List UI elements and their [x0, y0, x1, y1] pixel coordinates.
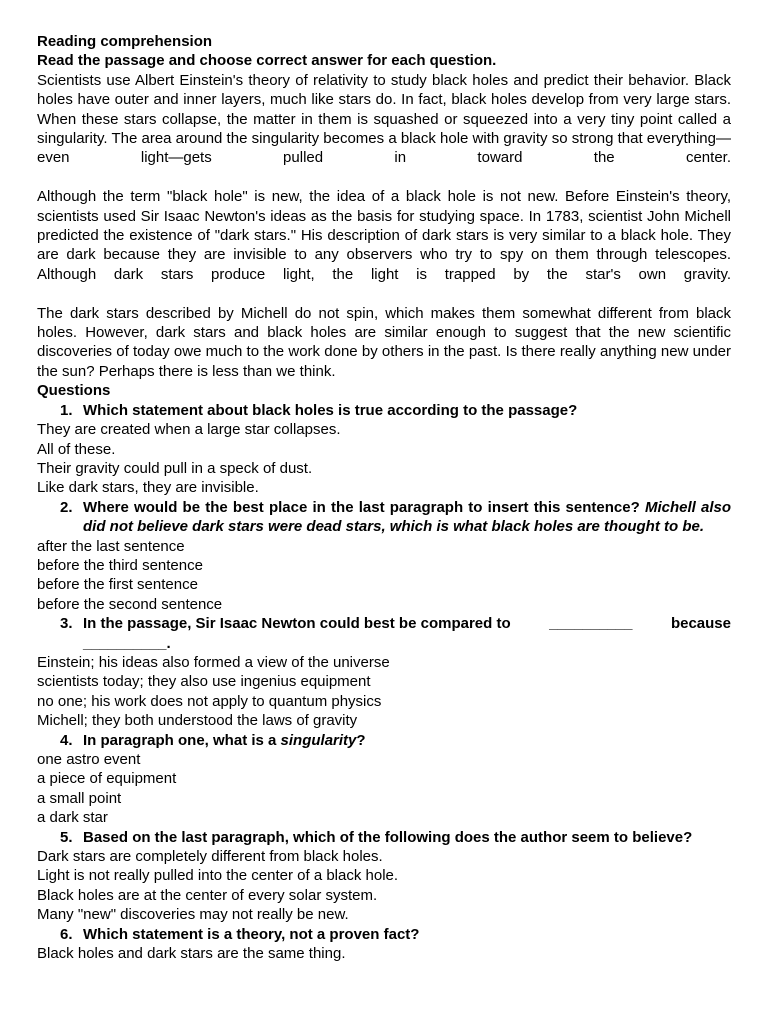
question-6 — [37, 925, 731, 944]
question-italic-term: singularity — [280, 731, 357, 749]
document-heading: Reading comprehension — [37, 33, 213, 50]
answer-option[interactable]: Many "new" discoveries may not really be new. — [37, 906, 349, 924]
question-end: ? — [356, 731, 366, 749]
question-text: In the passage, Sir Isaac Newton could best be compared to — [83, 615, 511, 633]
question-number: 4. — [60, 731, 73, 749]
passage-paragraph-2: Although the term "black hole" is new, the idea of a black hole is not new. Before Einstein's theory, scientists used Sir Isaac Newton's ideas as the basis for studying space. In 1783, scientist John Michell predicted the existence of "dark stars." His description of dark stars is very similar to a black hole. They are dark because they are invisible to any observers who try to spy on them through telescopes. Although dark stars produce light, the light is trapped by the star's own gravity. — [37, 188, 731, 283]
answer-option[interactable]: after the last sentence — [37, 537, 185, 555]
answer-option[interactable]: Like dark stars, they are invisible. — [37, 479, 259, 497]
question-end: . — [166, 634, 171, 652]
answer-blank: __________ — [83, 634, 167, 652]
question-text-wrap — [83, 614, 731, 653]
passage-paragraph-1: Scientists use Albert Einstein's theory of relativity to study black holes and predict their behavior. Black holes have outer and inner layers, much like stars do. In fact, black holes develop from very large stars. When these stars collapse, the matter in them is squashed or squeezed into a very tiny point called a singularity. The area around the singularity becomes a black hole with gravity so strong that everything—even light—gets pulled in toward the center. — [37, 71, 731, 167]
answer-option[interactable]: a small point — [37, 789, 122, 807]
answer-option[interactable]: Black holes and dark stars are the same thing. — [37, 945, 346, 963]
paragraph-gap — [37, 284, 731, 303]
instructions: Read the passage and choose correct answer for each question. — [37, 52, 497, 70]
answer-option[interactable]: Dark stars are completely different from black holes. — [37, 848, 383, 866]
passage-paragraph-3: The dark stars described by Michell do not spin, which makes them somewhat different from black holes. However, dark stars and black holes are similar enough to suggest that the new scientific discoveries of today owe much to the work done by others in the past. Is there really anything new under the sun? Perhaps there is less than we think. — [37, 304, 731, 380]
answer-option[interactable]: no one; his work does not apply to quantum physics — [37, 692, 382, 710]
question-line-1 — [83, 614, 731, 633]
question-text: Which statement is a theory, not a proven fact? — [83, 925, 420, 943]
answer-option[interactable]: a piece of equipment — [37, 770, 177, 788]
answer-option[interactable]: Michell; they both understood the laws of gravity — [37, 712, 358, 730]
answer-option[interactable]: before the third sentence — [37, 556, 203, 574]
answer-option[interactable]: Light is not really pulled into the center of a black hole. — [37, 867, 399, 885]
questions-heading: Questions — [37, 382, 111, 400]
question-text-wrap — [83, 731, 731, 750]
answer-option[interactable]: All of these. — [37, 440, 116, 458]
question-number: 3. — [60, 615, 73, 633]
answer-blank: __________ — [549, 615, 633, 633]
question-5 — [37, 828, 731, 847]
answer-option[interactable]: before the first sentence — [37, 576, 198, 594]
question-text: Where would be the best place in the last paragraph to insert this sentence? — [83, 498, 640, 516]
answer-option[interactable]: Black holes are at the center of every solar system. — [37, 886, 378, 904]
question-1 — [37, 401, 731, 420]
question-number: 2. — [60, 498, 73, 516]
question-text-because: because — [670, 615, 731, 633]
answer-option[interactable]: Einstein; his ideas also formed a view of the universe — [37, 653, 390, 671]
answer-option[interactable]: before the second sentence — [37, 595, 223, 613]
question-4 — [37, 731, 731, 750]
paragraph-gap — [37, 168, 731, 187]
question-text: Based on the last paragraph, which of the following does the author seem to believe? — [83, 828, 693, 846]
question-text: Which statement about black holes is true according to the passage? — [83, 401, 578, 419]
answer-option[interactable]: a dark star — [37, 809, 108, 827]
answer-option[interactable]: scientists today; they also use ingenius equipment — [37, 673, 371, 691]
question-2 — [37, 498, 731, 537]
answer-option[interactable]: Their gravity could pull in a speck of dust. — [37, 459, 313, 477]
question-number: 1. — [60, 401, 73, 419]
question-italic-sentence: Michell also did not believe dark stars were dead stars, which is what black holes are thought to be. — [83, 498, 732, 536]
question-text: In paragraph one, what is a — [83, 731, 277, 749]
question-3 — [37, 614, 731, 653]
answer-option[interactable]: They are created when a large star collapses. — [37, 421, 341, 439]
question-text-wrap — [83, 498, 731, 537]
question-number: 5. — [60, 828, 73, 846]
answer-option[interactable]: one astro event — [37, 751, 141, 768]
question-number: 6. — [60, 925, 73, 943]
